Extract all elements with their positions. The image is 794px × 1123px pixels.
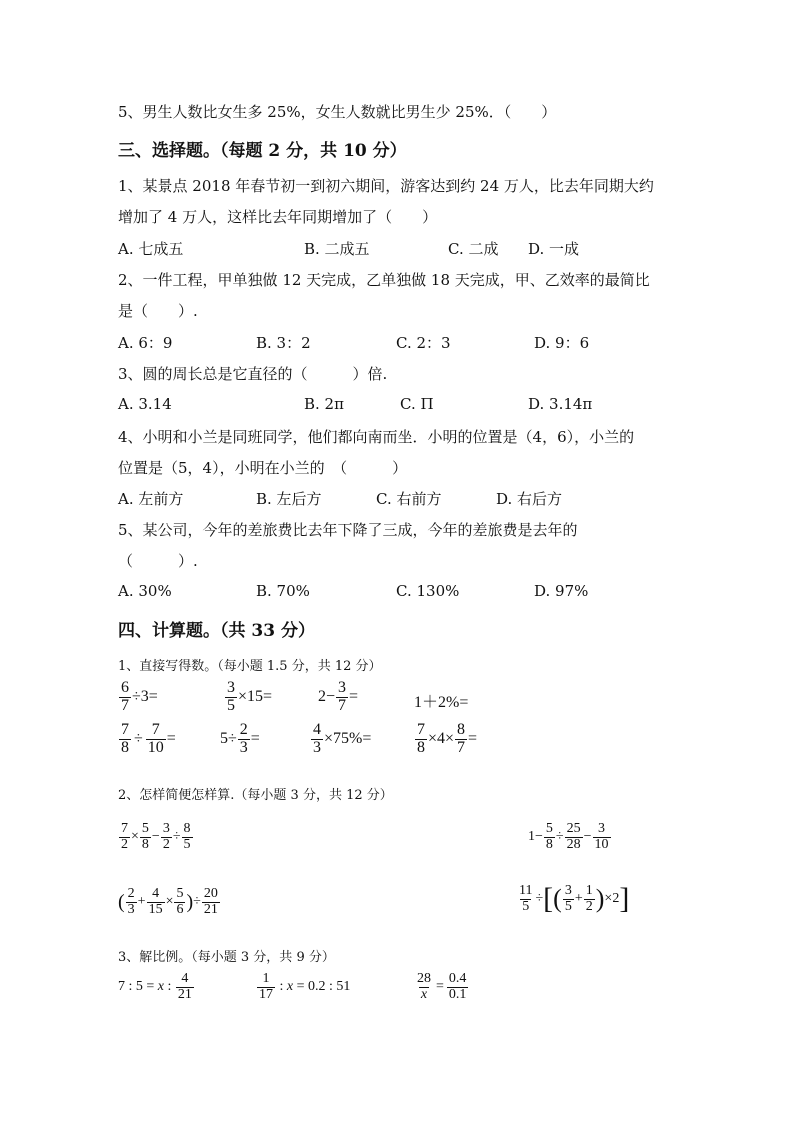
direct-r2c2: 5÷ $\frac{2}{3}$ =: [220, 721, 260, 756]
left-bracket: [: [543, 882, 554, 916]
s3-q5-line1: 5、某公司，今年的差旅费比去年下降了三成，今年的差旅费是去年的: [118, 521, 578, 539]
s3-q3-option-c: C. Π: [400, 395, 434, 413]
s3-q2-option-c: C. 2：3: [396, 334, 451, 352]
simplify-expr-1: $\frac{7}{2}$ × $\frac{5}{8}$ − $\frac{3}{2}$ ÷ $\frac{8}{5}$: [121, 821, 191, 852]
s3-q3-option-a: A. 3.14: [118, 395, 172, 413]
s3-q5-option-c: C. 130%: [396, 582, 460, 600]
section3-heading: 三、选择题。（每题 2 分，共 10 分）: [118, 141, 407, 161]
s3-q2-option-d: D. 9：6: [534, 334, 590, 352]
direct-r1c1: $\frac{6}{7}$ ÷3=: [121, 679, 158, 714]
s3-q4-line1: 4、小明和小兰是同班同学，他们都向南而坐．小明的位置是（4，6），小兰的: [118, 428, 635, 446]
direct-r1c4: 1＋2%=: [414, 694, 469, 711]
s3-q1-line1: 1、某景点 2018 年春节初一到初六期间，游客达到约 24 万人，比去年同期大约: [118, 177, 654, 195]
s3-q1-option-a: A. 七成五: [118, 240, 184, 258]
s4-sub2-title: 2、怎样简便怎样算.（每小题 3 分，共 12 分）: [118, 788, 393, 803]
s3-q5-option-d: D. 97%: [534, 582, 589, 600]
s3-q1-option-d: D. 一成: [528, 240, 580, 258]
s3-q3-option-b: B. 2π: [304, 395, 344, 413]
simplify-expr-3: ( $\frac{2}{3}$ + $\frac{4}{15}$ × $\frac{5}{6}$ ) ÷ $\frac{20}{21}$: [118, 886, 218, 917]
proportion-1: 7 : 5 = x : $\frac{4}{21}$: [118, 971, 192, 1002]
direct-r2c1: $\frac{7}{8}$ ÷ $\frac{7}{10}$ =: [121, 721, 176, 756]
direct-r1c3: 2− $\frac{3}{7}$ =: [318, 679, 359, 714]
left-paren: (: [553, 884, 562, 914]
s3-q1-line2: 增加了 4 万人，这样比去年同期增加了（ ）: [118, 208, 438, 226]
s3-q5-line2: （ ）.: [118, 552, 198, 570]
s3-q3-line1: 3、圆的周长总是它直径的（ ）倍.: [118, 365, 388, 383]
s3-q4-option-b: B. 左后方: [256, 490, 322, 508]
simplify-expr-2: 1− $\frac{5}{8}$ ÷ $\frac{25}{28}$ − $\frac{3}{10}$: [528, 821, 609, 852]
s3-q2-option-b: B. 3：2: [256, 334, 311, 352]
section4-heading: 四、计算题。（共 33 分）: [118, 621, 315, 641]
s3-q2-line2: 是（ ）.: [118, 302, 198, 320]
s3-q2-line1: 2、一件工程，甲单独做 12 天完成，乙单独做 18 天完成，甲、乙效率的最简比: [118, 271, 650, 289]
s3-q5-option-a: A. 30%: [118, 582, 172, 600]
s3-q2-option-a: A. 6：9: [118, 334, 173, 352]
proportion-3: $\frac{28}{x}$ = $\frac{0.4}{0.1}$: [417, 971, 467, 1002]
judge-item-5: 5、男生人数比女生多 25%，女生人数就比男生少 25%．（ ）: [118, 103, 557, 121]
s3-q1-option-c: C. 二成: [448, 240, 499, 258]
s3-q3-option-d: D. 3.14π: [528, 395, 593, 413]
s3-q5-option-b: B. 70%: [256, 582, 310, 600]
s3-q4-option-c: C. 右前方: [376, 490, 442, 508]
proportion-2: $\frac{1}{17}$ : x = 0.2 : 51: [259, 971, 351, 1002]
right-bracket: ]: [619, 882, 630, 916]
direct-r2c3: $\frac{4}{3}$ ×75%=: [313, 721, 372, 756]
right-paren: ): [595, 884, 605, 914]
s3-q1-option-b: B. 二成五: [304, 240, 370, 258]
s3-q4-line2: 位置是（5，4），小明在小兰的 （ ）: [118, 459, 408, 477]
direct-r1c2: $\frac{3}{5}$ ×15=: [227, 679, 273, 714]
simplify-expr-4: $\frac{11}{5}$ ÷ [ ( $\frac{3}{5}$ + $\frac{1}{2}$ ) ×2 ]: [519, 882, 630, 916]
s3-q4-option-a: A. 左前方: [118, 490, 184, 508]
s3-q4-option-d: D. 右后方: [496, 490, 563, 508]
s4-sub1-title: 1、直接写得数。（每小题 1.5 分，共 12 分）: [118, 659, 382, 674]
direct-r2c4: $\frac{7}{8}$ ×4× $\frac{8}{7}$ =: [417, 721, 478, 756]
s4-sub3-title: 3、解比例。（每小题 3 分，共 9 分）: [118, 950, 335, 965]
